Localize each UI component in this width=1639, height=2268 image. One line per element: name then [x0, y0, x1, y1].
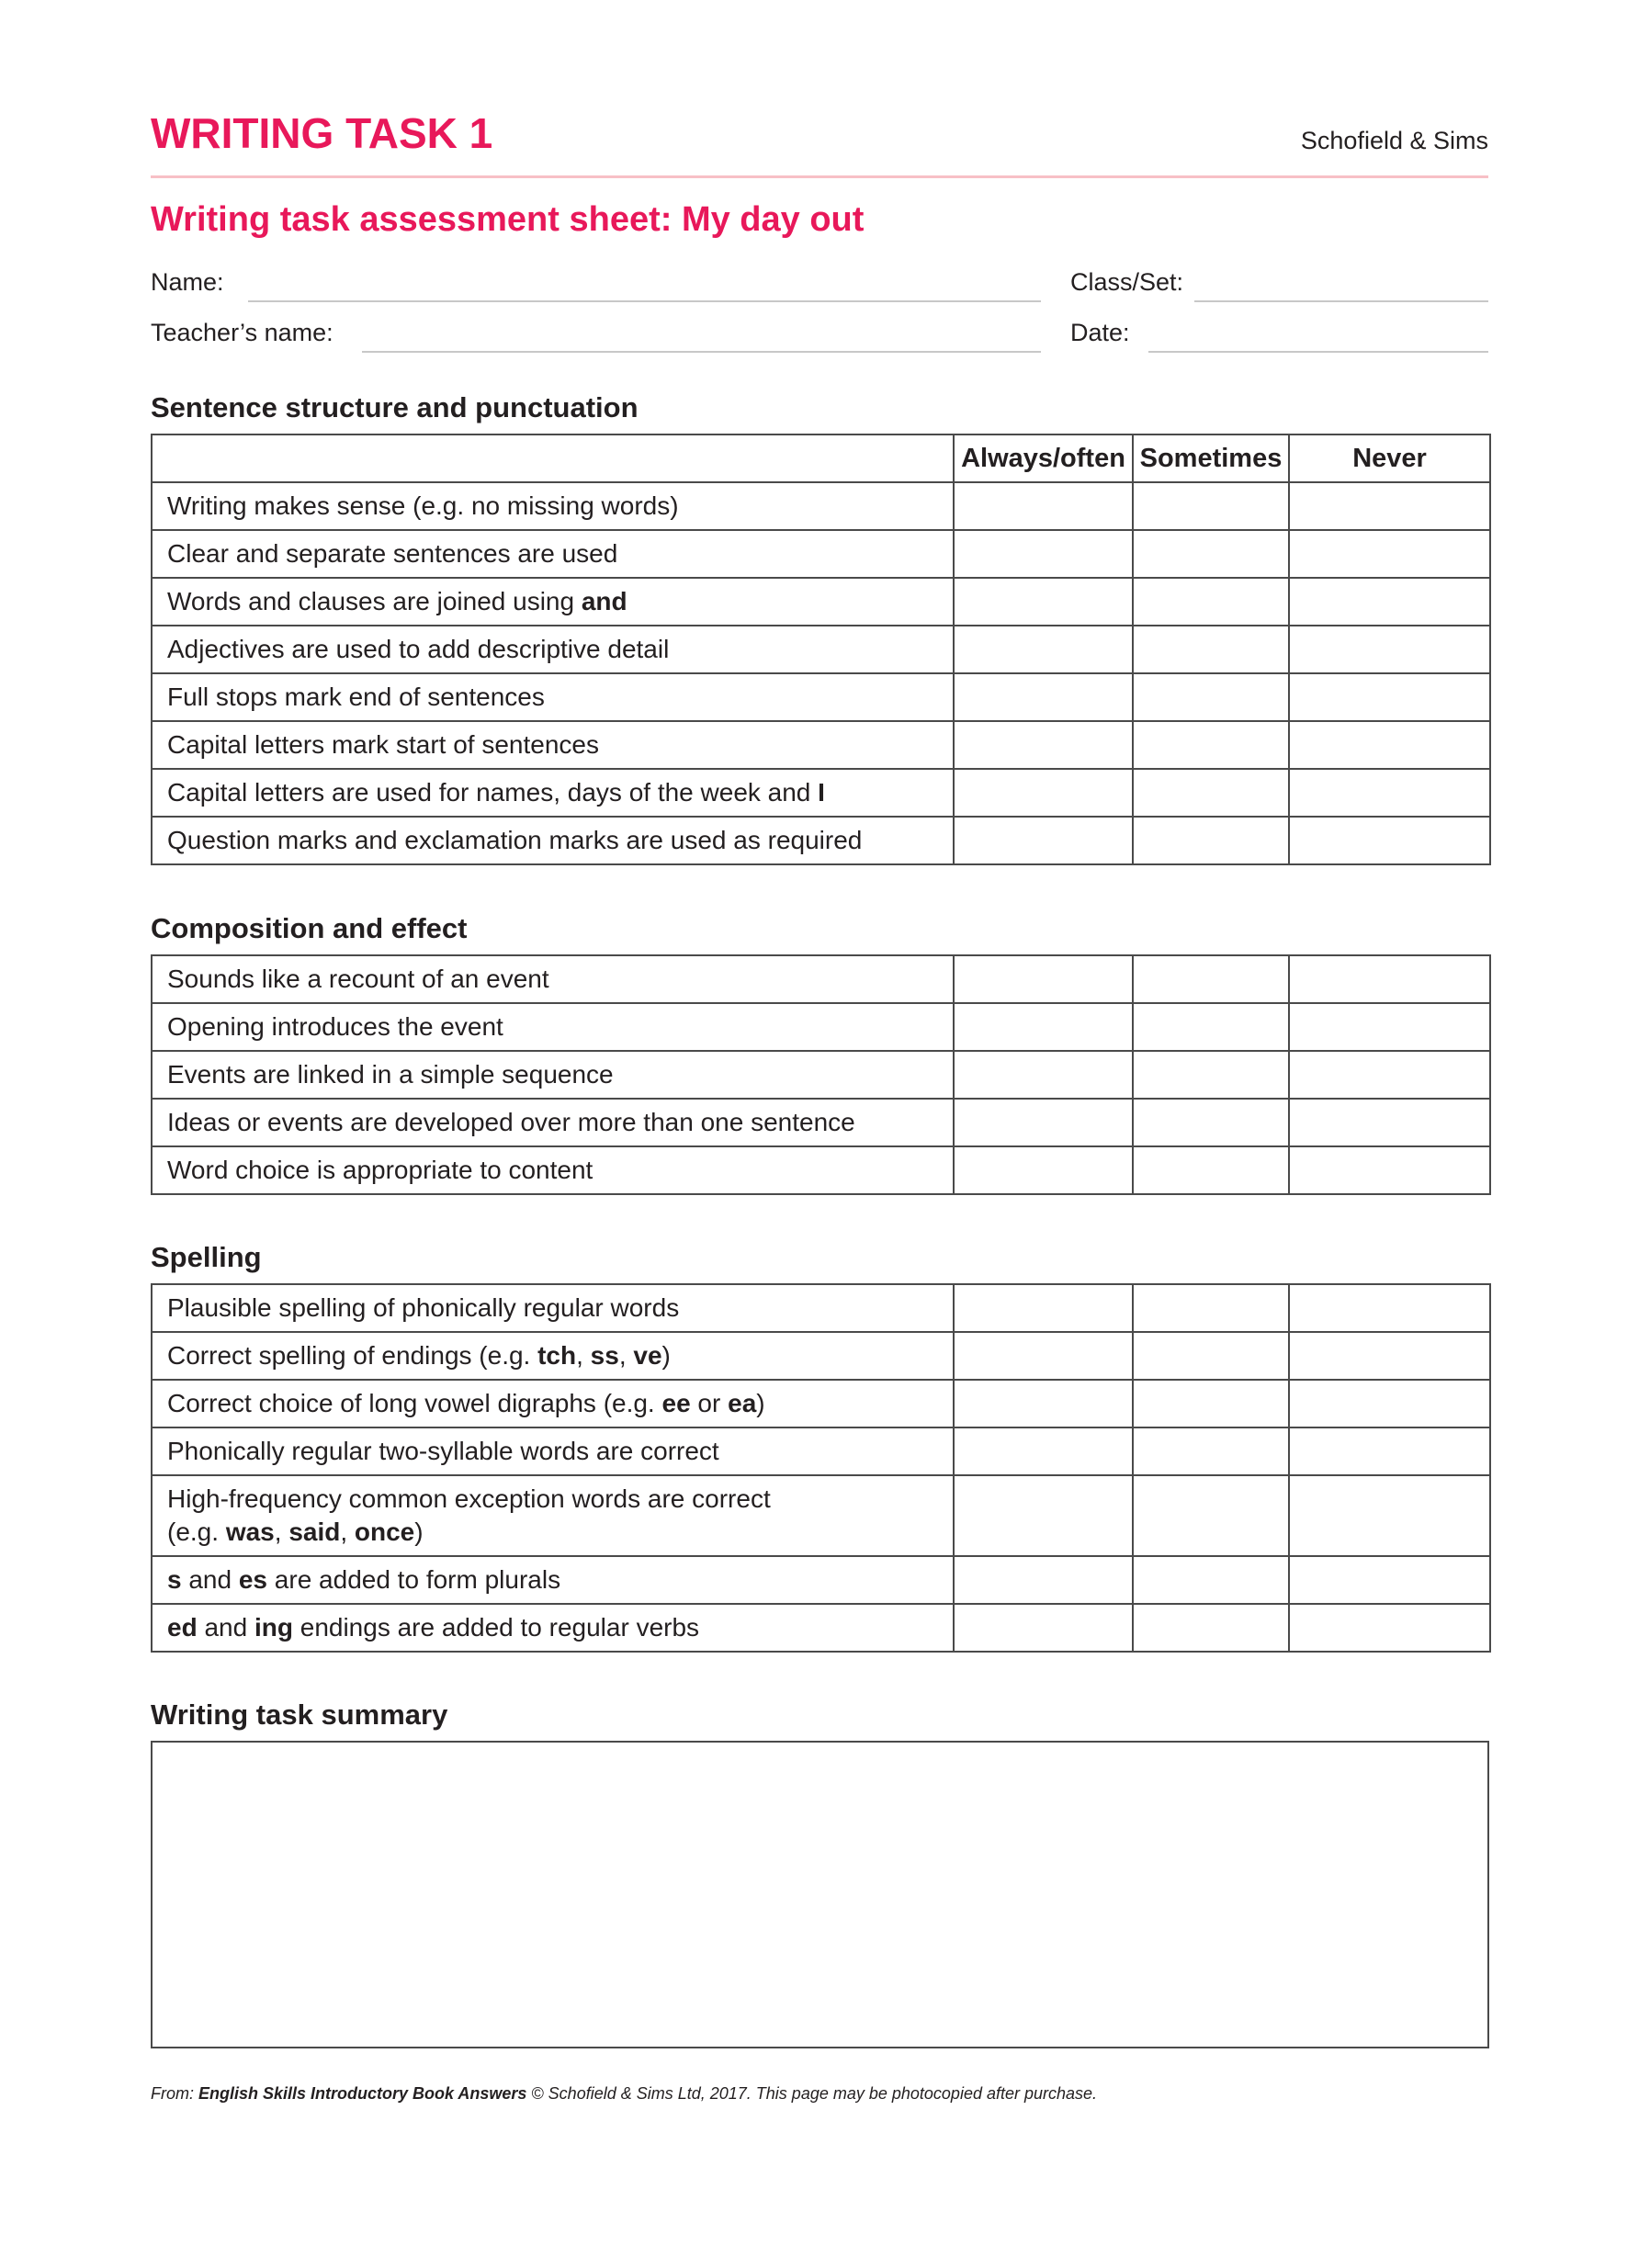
criterion-label: Ideas or events are developed over more than one sentence: [152, 1099, 954, 1146]
always-often-cell[interactable]: [954, 1099, 1133, 1146]
never-cell[interactable]: [1289, 626, 1490, 673]
sentence-structure-table: [151, 434, 1491, 865]
criterion-label: Phonically regular two-syllable words are correct: [152, 1427, 954, 1475]
always-often-cell[interactable]: [954, 1332, 1133, 1380]
never-cell[interactable]: [1289, 1003, 1490, 1051]
sometimes-cell[interactable]: [1133, 1146, 1289, 1194]
never-cell[interactable]: [1289, 1380, 1490, 1427]
sometimes-cell[interactable]: [1133, 578, 1289, 626]
always-often-cell[interactable]: [954, 721, 1133, 769]
table-row: [152, 769, 1490, 817]
never-cell[interactable]: [1289, 482, 1490, 530]
always-often-cell[interactable]: [954, 1284, 1133, 1332]
always-often-cell[interactable]: [954, 1427, 1133, 1475]
never-cell[interactable]: [1289, 1284, 1490, 1332]
never-cell[interactable]: [1289, 955, 1490, 1003]
table-row: [152, 1003, 1490, 1051]
never-cell[interactable]: [1289, 530, 1490, 578]
always-often-cell[interactable]: [954, 1604, 1133, 1652]
sometimes-cell[interactable]: [1133, 817, 1289, 864]
table-row: [152, 1556, 1490, 1604]
sometimes-cell[interactable]: [1133, 1475, 1289, 1556]
spelling-table: [151, 1283, 1491, 1653]
never-cell[interactable]: [1289, 1604, 1490, 1652]
table-row: [152, 817, 1490, 864]
table-row: [152, 1051, 1490, 1099]
column-sometimes: Sometimes: [1133, 434, 1289, 482]
sometimes-cell[interactable]: [1133, 673, 1289, 721]
always-often-cell[interactable]: [954, 1380, 1133, 1427]
never-cell[interactable]: [1289, 721, 1490, 769]
criterion-label: Plausible spelling of phonically regular words: [152, 1284, 954, 1332]
criterion-label: Word choice is appropriate to content: [152, 1146, 954, 1194]
table-row: [152, 1427, 1490, 1475]
name-label: Name:: [151, 268, 224, 296]
never-cell[interactable]: [1289, 1475, 1490, 1556]
footer-credit: From: English Skills Introductory Book Answers © Schofield & Sims Ltd, 2017. This page may be photocopied after purchase.: [151, 2084, 1098, 2103]
table-row: [152, 1332, 1490, 1380]
table-row: [152, 1099, 1490, 1146]
table-row: [152, 578, 1490, 626]
always-often-cell[interactable]: [954, 530, 1133, 578]
never-cell[interactable]: [1289, 578, 1490, 626]
never-cell[interactable]: [1289, 1332, 1490, 1380]
class-set-label: Class/Set:: [1070, 268, 1184, 296]
sometimes-cell[interactable]: [1133, 955, 1289, 1003]
criterion-label: Opening introduces the event: [152, 1003, 954, 1051]
summary-text-area[interactable]: [151, 1741, 1489, 2048]
table-row: [152, 1284, 1490, 1332]
table-row: [152, 673, 1490, 721]
never-cell[interactable]: [1289, 1427, 1490, 1475]
criterion-label: Question marks and exclamation marks are used as required: [152, 817, 954, 864]
criteria-header: [152, 434, 954, 482]
table-header-row: [152, 434, 1490, 482]
always-often-cell[interactable]: [954, 817, 1133, 864]
table-row: [152, 530, 1490, 578]
always-often-cell[interactable]: [954, 1146, 1133, 1194]
always-often-cell[interactable]: [954, 1051, 1133, 1099]
criterion-label: Full stops mark end of sentences: [152, 673, 954, 721]
teacher-name-label: Teacher’s name:: [151, 319, 333, 346]
sometimes-cell[interactable]: [1133, 482, 1289, 530]
composition-table: [151, 954, 1491, 1195]
criterion-label: Capital letters mark start of sentences: [152, 721, 954, 769]
never-cell[interactable]: [1289, 1099, 1490, 1146]
never-cell[interactable]: [1289, 673, 1490, 721]
section-heading-summary: Writing task summary: [151, 1698, 448, 1731]
sometimes-cell[interactable]: [1133, 769, 1289, 817]
class-set-field[interactable]: [1194, 300, 1488, 302]
section-heading-sentence-structure: Sentence structure and punctuation: [151, 391, 639, 423]
always-often-cell[interactable]: [954, 955, 1133, 1003]
header-divider: [151, 175, 1488, 178]
criterion-label: s and es are added to form plurals: [152, 1556, 954, 1604]
sometimes-cell[interactable]: [1133, 1332, 1289, 1380]
sometimes-cell[interactable]: [1133, 1051, 1289, 1099]
sometimes-cell[interactable]: [1133, 1604, 1289, 1652]
never-cell[interactable]: [1289, 817, 1490, 864]
table-row: [152, 721, 1490, 769]
criterion-label: Adjectives are used to add descriptive detail: [152, 626, 954, 673]
section-heading-composition: Composition and effect: [151, 912, 468, 944]
name-field[interactable]: [248, 300, 1041, 302]
table-row: [152, 626, 1490, 673]
criterion-label: Correct spelling of endings (e.g. tch, ss, ve): [152, 1332, 954, 1380]
always-often-cell[interactable]: [954, 1556, 1133, 1604]
always-often-cell[interactable]: [954, 1003, 1133, 1051]
section-heading-spelling: Spelling: [151, 1241, 262, 1273]
never-cell[interactable]: [1289, 1146, 1490, 1194]
date-label: Date:: [1070, 319, 1130, 346]
always-often-cell[interactable]: [954, 673, 1133, 721]
criterion-label: Writing makes sense (e.g. no missing words): [152, 482, 954, 530]
sometimes-cell[interactable]: [1133, 530, 1289, 578]
criterion-label: Sounds like a recount of an event: [152, 955, 954, 1003]
sometimes-cell[interactable]: [1133, 721, 1289, 769]
always-often-cell[interactable]: [954, 1475, 1133, 1556]
criterion-label: Events are linked in a simple sequence: [152, 1051, 954, 1099]
criterion-label: Correct choice of long vowel digraphs (e.g. ee or ea): [152, 1380, 954, 1427]
table-row: [152, 482, 1490, 530]
sometimes-cell[interactable]: [1133, 1099, 1289, 1146]
sometimes-cell[interactable]: [1133, 1284, 1289, 1332]
never-cell[interactable]: [1289, 1556, 1490, 1604]
always-often-cell[interactable]: [954, 626, 1133, 673]
sometimes-cell[interactable]: [1133, 1003, 1289, 1051]
sometimes-cell[interactable]: [1133, 1427, 1289, 1475]
never-cell[interactable]: [1289, 769, 1490, 817]
sometimes-cell[interactable]: [1133, 626, 1289, 673]
criterion-label: ed and ing endings are added to regular verbs: [152, 1604, 954, 1652]
sometimes-cell[interactable]: [1133, 1380, 1289, 1427]
criterion-label: Capital letters are used for names, days of the week and I: [152, 769, 954, 817]
always-often-cell[interactable]: [954, 578, 1133, 626]
criterion-label: High-frequency common exception words are correct (e.g. was, said, once): [152, 1475, 954, 1556]
table-row: [152, 1146, 1490, 1194]
column-never: Never: [1289, 434, 1490, 482]
sheet-title: Writing task assessment sheet: My day out: [151, 200, 865, 239]
always-often-cell[interactable]: [954, 769, 1133, 817]
publisher-name: Schofield & Sims: [1300, 127, 1488, 154]
table-row: [152, 955, 1490, 1003]
criterion-label: Words and clauses are joined using and: [152, 578, 954, 626]
page-title: WRITING TASK 1: [151, 109, 493, 157]
sometimes-cell[interactable]: [1133, 1556, 1289, 1604]
criterion-label: Clear and separate sentences are used: [152, 530, 954, 578]
date-field[interactable]: [1148, 351, 1488, 353]
table-row: [152, 1604, 1490, 1652]
table-row: [152, 1475, 1490, 1556]
never-cell[interactable]: [1289, 1051, 1490, 1099]
teacher-name-field[interactable]: [362, 351, 1041, 353]
table-row: [152, 1380, 1490, 1427]
column-always-often: Always/often: [954, 434, 1133, 482]
always-often-cell[interactable]: [954, 482, 1133, 530]
